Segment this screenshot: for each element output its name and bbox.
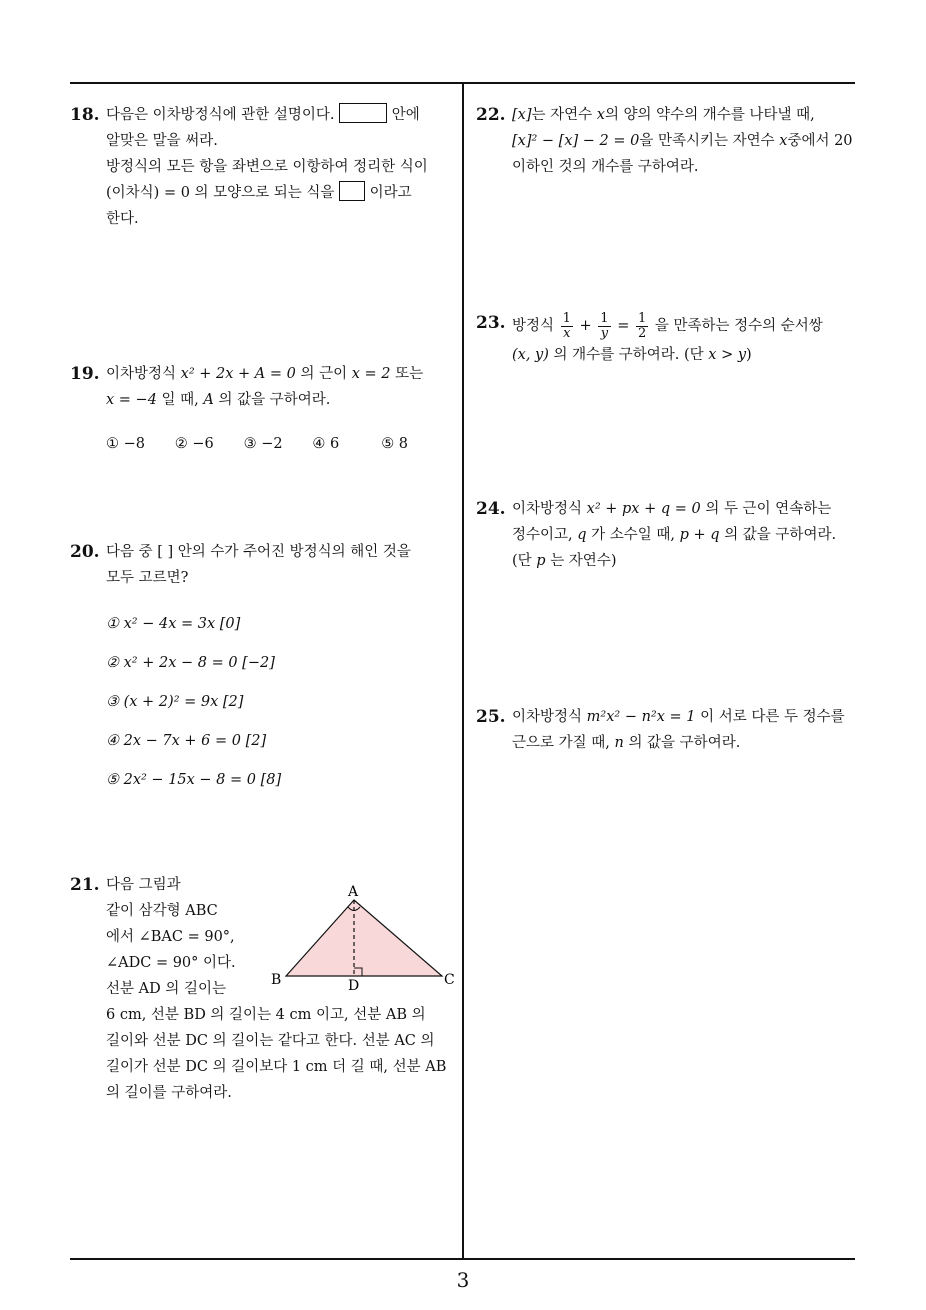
text: 방정식 <box>512 318 555 334</box>
question-body <box>106 539 450 793</box>
equation: (x, y) <box>512 347 549 363</box>
text: 에서 ∠BAC = 90°, <box>106 929 235 945</box>
text: 의 개수를 구하여라. (단 <box>553 347 704 363</box>
option[interactable]: ① x² − 4x = 3x [0] <box>106 616 241 632</box>
text: 길이가 선분 DC 의 길이보다 1 cm 더 길 때, 선분 AB <box>106 1059 447 1075</box>
text: 방정식의 모든 항을 좌변으로 이항하여 정리한 식이 <box>106 159 428 175</box>
text: 다음 그림과 <box>106 877 181 893</box>
question-20 <box>70 539 450 806</box>
text: 이 서로 다른 두 정수를 <box>700 709 845 725</box>
question-24 <box>476 496 861 574</box>
text: 의 근이 <box>300 366 348 382</box>
text: 을 만족하는 정수의 순서쌍 <box>654 318 823 334</box>
equation: x > y <box>708 347 747 363</box>
question-body <box>512 310 861 368</box>
operator: = <box>617 318 630 334</box>
question-19 <box>70 361 450 457</box>
text: 이하인 것의 개수를 구하여라. <box>512 159 699 175</box>
label-d: D <box>348 978 360 992</box>
question-18 <box>70 102 450 232</box>
triangle-figure <box>268 880 468 992</box>
text: 을 만족시키는 자연수 <box>639 133 775 149</box>
text: 이라고 <box>369 185 412 201</box>
question-number: 22. <box>476 105 506 125</box>
question-number: 25. <box>476 707 506 727</box>
text: 의 값을 구하여라. <box>218 392 331 408</box>
blank-box <box>339 103 387 123</box>
option[interactable]: ② −6 <box>174 436 214 452</box>
equation: x² + 2x + A = 0 <box>180 366 296 382</box>
text: 는 자연수 <box>531 107 593 123</box>
text: 다음은 이차방정식에 관한 설명이다. <box>106 107 335 123</box>
text: 의 길이를 구하여라. <box>106 1085 232 1101</box>
question-number: 20. <box>70 542 100 562</box>
text: 는 자연수) <box>550 553 617 569</box>
option[interactable]: ⑤ 8 <box>381 436 409 452</box>
fraction: $\frac{1}{x}$ <box>562 310 571 341</box>
text: (이차식) = 0 의 모양으로 되는 식을 <box>106 185 335 201</box>
variable: p <box>536 553 546 569</box>
question-number: 21. <box>70 875 100 895</box>
option[interactable]: ④ 6 <box>312 436 340 452</box>
question-number: 24. <box>476 499 506 519</box>
option[interactable]: ③ −2 <box>243 436 283 452</box>
equation: p + q <box>679 527 720 543</box>
option[interactable]: ⑤ 2x² − 15x − 8 = 0 [8] <box>106 772 282 788</box>
text: 가 소수일 때, <box>591 527 676 543</box>
text: ∠ADC = 90° 이다. <box>106 955 236 971</box>
equation: x² + px + q = 0 <box>586 501 701 517</box>
question-body <box>512 496 861 574</box>
text: 정수이고, <box>512 527 573 543</box>
column-divider <box>462 83 464 1259</box>
text: 모두 고르면? <box>106 570 189 586</box>
text: 이차방정식 <box>512 709 583 725</box>
option[interactable]: ① −8 <box>106 436 145 452</box>
variable: n <box>614 735 624 751</box>
text: 중에서 20 <box>787 133 853 149</box>
equation: [x]² − [x] − 2 = 0 <box>512 133 640 149</box>
fraction: $\frac{1}{2}$ <box>637 310 647 341</box>
text: 같이 삼각형 ABC <box>106 903 218 919</box>
question-number: 18. <box>70 105 100 125</box>
text: 선분 AD 의 길이는 <box>106 981 226 997</box>
question-body <box>106 361 450 457</box>
text: 의 값을 구하여라. <box>628 735 741 751</box>
text: 또는 <box>395 366 424 382</box>
text: 의 값을 구하여라. <box>724 527 837 543</box>
question-22 <box>476 102 861 180</box>
label-b: B <box>271 972 282 988</box>
variable: A <box>203 392 214 408</box>
question-body <box>512 704 861 756</box>
question-number: 19. <box>70 364 100 384</box>
text: 근으로 가질 때, <box>512 735 610 751</box>
question-body <box>106 102 450 232</box>
question-23 <box>476 310 861 368</box>
label-a: A <box>348 884 359 900</box>
equation: x = 2 <box>351 366 391 382</box>
question-25 <box>476 704 861 756</box>
bottom-rule <box>70 1258 855 1260</box>
text: ) <box>746 347 752 363</box>
question-number: 23. <box>476 313 506 333</box>
variable: x <box>596 107 605 123</box>
text: 일 때, <box>161 392 199 408</box>
text: 의 양의 약수의 개수를 나타낼 때, <box>604 107 815 123</box>
text: 안에 <box>391 107 420 123</box>
label-c: C <box>444 972 455 988</box>
text: 의 두 근이 연속하는 <box>705 501 832 517</box>
text: (단 <box>512 553 532 569</box>
text: 이차방정식 <box>512 501 583 517</box>
answer-options <box>106 431 450 457</box>
equation: [x] <box>512 107 532 123</box>
page-number: 3 <box>456 1268 470 1292</box>
text: 6 cm, 선분 BD 의 길이는 4 cm 이고, 선분 AB 의 <box>106 1007 426 1023</box>
blank-box <box>339 181 365 201</box>
text: 한다. <box>106 211 139 227</box>
variable: x <box>779 133 788 149</box>
equation: m²x² − n²x = 1 <box>586 709 696 725</box>
option[interactable]: ④ 2x − 7x + 6 = 0 [2] <box>106 733 267 749</box>
equation: x = −4 <box>106 392 157 408</box>
question-body <box>512 102 861 180</box>
variable: q <box>577 527 587 543</box>
answer-options <box>106 611 450 793</box>
fraction: $\frac{1}{y}$ <box>600 310 609 341</box>
text: 길이와 선분 DC 의 길이는 같다고 한다. 선분 AC 의 <box>106 1033 435 1049</box>
option[interactable]: ② x² + 2x − 8 = 0 [−2] <box>106 655 275 671</box>
triangle-abc <box>286 900 442 976</box>
text: 다음 중 [ ] 안의 수가 주어진 방정식의 해인 것을 <box>106 544 411 560</box>
text: 이차방정식 <box>106 366 177 382</box>
option[interactable]: ③ (x + 2)² = 9x [2] <box>106 694 244 710</box>
operator: + <box>579 318 592 334</box>
text: 알맞은 말을 써라. <box>106 133 218 149</box>
